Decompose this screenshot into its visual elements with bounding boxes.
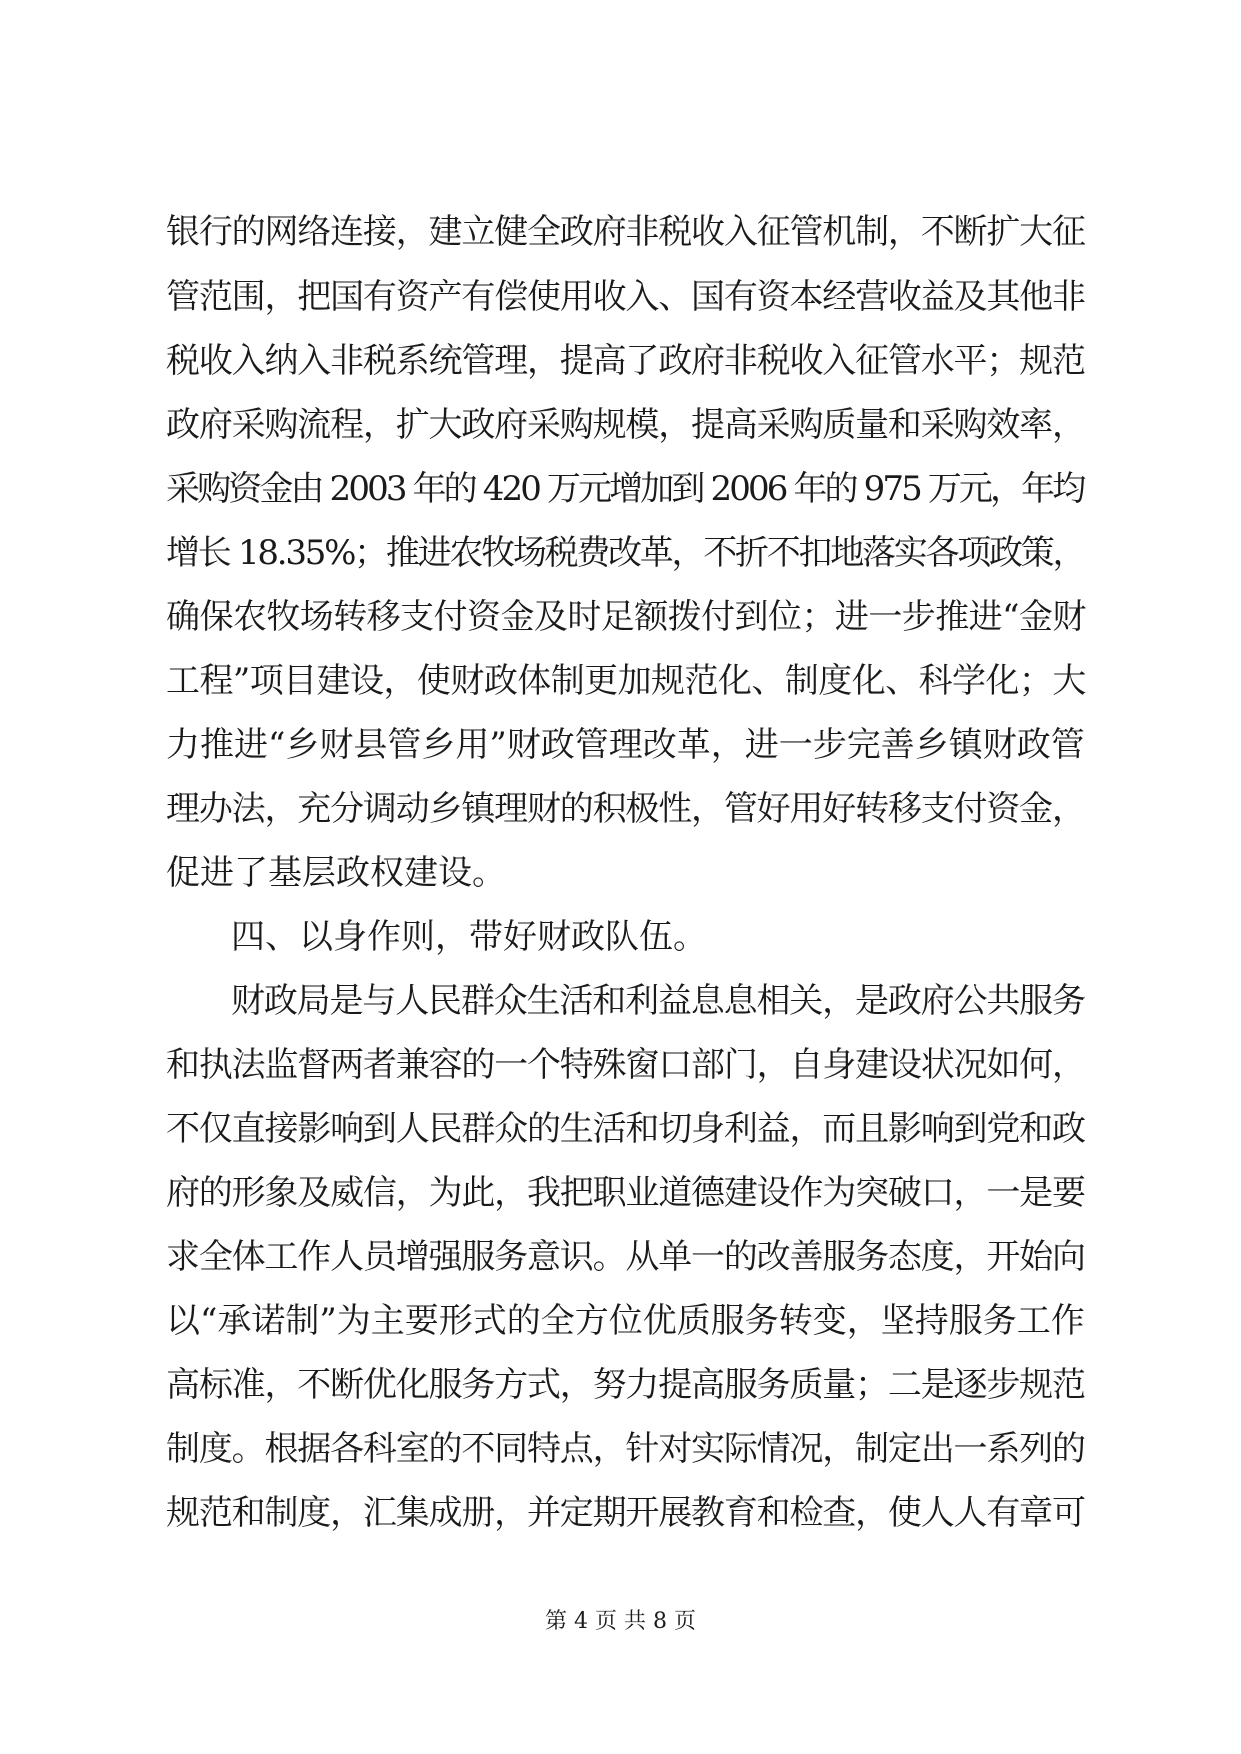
text-line: 工程”项目建设，使财政体制更加规范化、制度化、科学化；大 <box>166 661 1086 701</box>
text-line: 采购资金由 2003 年的 420 万元增加到 2006 年的 975 万元，年均 <box>166 469 1084 509</box>
text-line: 理办法，充分调动乡镇理财的积极性，管好用好转移支付资金， <box>166 789 1085 829</box>
text-line: 求全体工作人员增强服务意识。从单一的改善服务态度，开始向 <box>166 1237 1085 1277</box>
text-line: 以“承诺制”为主要形式的全方位优质服务转变，坚持服务工作 <box>166 1301 1085 1341</box>
text-line: 政府采购流程，扩大政府采购规模，提高采购质量和采购效率， <box>166 405 1085 445</box>
text-line: 确保农牧场转移支付资金及时足额拨付到位；进一步推进“金财 <box>166 597 1086 637</box>
text-line: 高标准，不断优化服务方式，努力提高服务质量；二是逐步规范 <box>166 1365 1085 1405</box>
text-line: 促进了基层政权建设。 <box>166 853 506 893</box>
section-heading: 四、以身作则，带好财政队伍。 <box>231 917 707 957</box>
text-line: 不仅直接影响到人民群众的生活和切身利益，而且影响到党和政 <box>166 1109 1085 1149</box>
text-line: 财政局是与人民群众生活和利益息息相关，是政府公共服务 <box>231 981 1085 1021</box>
text-line: 银行的网络连接，建立健全政府非税收入征管机制，不断扩大征 <box>166 212 1085 252</box>
text-line: 制度。根据各科室的不同特点，针对实际情况，制定出一系列的 <box>166 1429 1085 1469</box>
text-line: 增长 18.35%；推进农牧场税费改革，不折不扣地落实各项政策， <box>166 533 1085 573</box>
text-line: 府的形象及威信，为此，我把职业道德建设作为突破口，一是要 <box>166 1173 1085 1213</box>
text-line: 税收入纳入非税系统管理，提高了政府非税收入征管水平；规范 <box>166 341 1085 381</box>
text-line: 和执法监督两者兼容的一个特殊窗口部门，自身建设状况如何， <box>166 1045 1085 1085</box>
text-line: 力推进“乡财县管乡用”财政管理改革，进一步完善乡镇财政管 <box>166 725 1085 765</box>
page-number: 第 4 页 共 8 页 <box>545 1609 696 1634</box>
text-line: 管范围，把国有资产有偿使用收入、国有资本经营收益及其他非 <box>166 277 1085 317</box>
text-line: 规范和制度，汇集成册，并定期开展教育和检查，使人人有章可 <box>166 1493 1085 1533</box>
